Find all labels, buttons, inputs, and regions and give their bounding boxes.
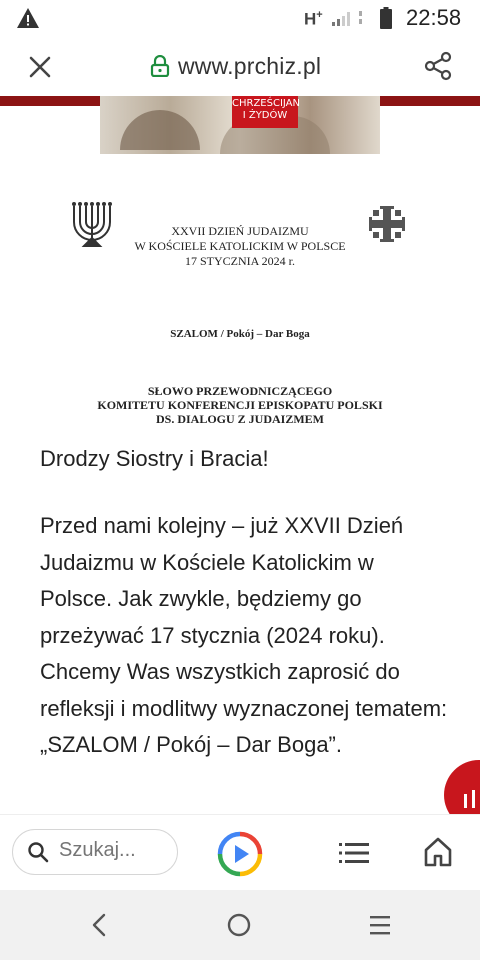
battery-icon: [380, 7, 392, 29]
search-icon: [27, 841, 49, 863]
list-icon[interactable]: [339, 841, 369, 865]
home-circle-icon[interactable]: [226, 912, 252, 938]
home-icon[interactable]: [424, 837, 452, 867]
greeting: Drodzy Siostry i Bracia!: [40, 446, 269, 471]
motto: SZALOM / Pokój – Dar Boga: [170, 328, 310, 340]
status-bar: [0, 0, 480, 36]
recent-apps-icon[interactable]: [368, 914, 392, 936]
clock: 22:58: [406, 5, 462, 30]
committee-heading: SŁOWO PRZEWODNICZĄCEGO KOMITETU KONFERENCJI EPISKOPATU POLSKI DS. DIALOGU Z JUDAIZMEM: [97, 384, 383, 426]
signal-icon: [332, 10, 354, 26]
search-bar[interactable]: [12, 829, 178, 875]
article-paragraph: Przed nami kolejny – już XXVII Dzień Judaizmu w Kościele Katolickim w Polsce. Jak zwykle, będziemy go przeżywać 17 stycznia (2024 roku). Chcemy Was wszystkich zaprosić do refleksji i modlitwy wyznaczonej tematem: „SZALOM / Pokój – Dar Boga”.: [40, 513, 448, 757]
bottom-app-bar: [0, 814, 480, 891]
close-icon[interactable]: [26, 53, 54, 81]
menorah-icon: [70, 200, 114, 250]
floating-action-button[interactable]: [444, 760, 480, 814]
event-title: XXVII DZIEŃ JUDAIZMU W KOŚCIELE KATOLICKIM W POLSCE 17 STYCZNIA 2024 r.: [134, 224, 346, 268]
data-activity-icon: [358, 10, 364, 26]
search-input[interactable]: [59, 839, 169, 862]
share-icon[interactable]: [422, 50, 454, 82]
system-nav-bar: [0, 890, 480, 960]
play-icon[interactable]: [217, 831, 263, 877]
url-text[interactable]: www.prchiz.pl: [178, 53, 322, 79]
warning-icon: [16, 7, 40, 29]
back-icon[interactable]: [88, 912, 110, 938]
hero-image: [100, 96, 380, 154]
network-type: H+: [304, 9, 323, 29]
hero-badge: CHRZEŚCIJAN I ŻYDÓW: [232, 96, 298, 128]
url-bar: [0, 36, 480, 96]
lock-icon: [150, 55, 170, 77]
page-content[interactable]: [0, 96, 480, 814]
